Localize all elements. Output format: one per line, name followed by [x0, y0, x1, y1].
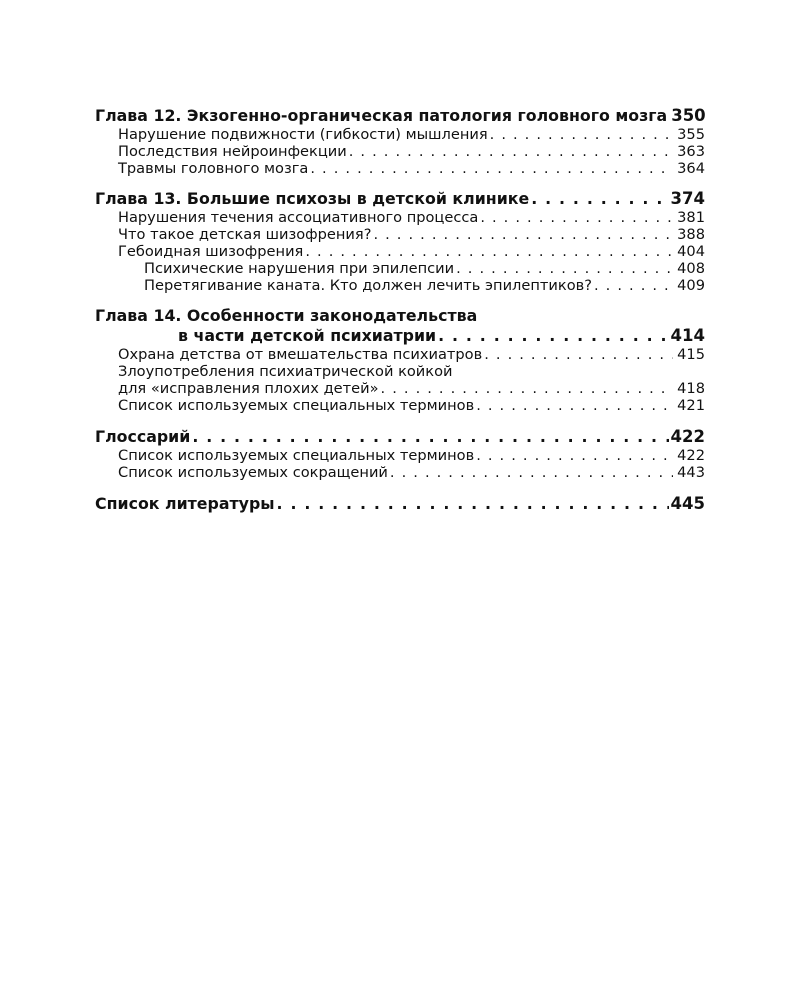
spacer	[95, 481, 705, 494]
toc-entry[interactable]	[95, 226, 705, 243]
chapter-title: Глоссарий	[95, 427, 191, 446]
entry-title: Список используемых специальных терминов	[118, 447, 475, 464]
dot-leader	[476, 447, 673, 464]
dot-leader	[305, 243, 673, 260]
page-number: 422	[677, 447, 705, 464]
page-number: 422	[670, 427, 705, 446]
page-number: 443	[677, 464, 705, 481]
toc-entry[interactable]	[95, 160, 705, 177]
toc-entry[interactable]	[95, 447, 705, 464]
entry-title-continued: для «исправления плохих детей»	[118, 380, 379, 397]
chapter-title-continued: в части детской психиатрии	[178, 326, 437, 345]
toc-chapter-14-line2[interactable]	[95, 326, 705, 346]
entry-title: Психические нарушения при эпилепсии	[144, 260, 455, 277]
dot-leader	[484, 346, 673, 363]
entry-title: Последствия нейроинфекции	[118, 143, 347, 160]
dot-leader	[277, 494, 669, 514]
page-number: 381	[677, 209, 705, 226]
page-number: 421	[677, 397, 705, 414]
page-number: 409	[677, 277, 705, 294]
entry-title: Перетягивание каната. Кто должен лечить эпилептиков?	[144, 277, 592, 294]
entry-title: Нарушения течения ассоциативного процесса	[118, 209, 479, 226]
spacer	[95, 414, 705, 427]
page-number: 350	[671, 106, 706, 125]
toc-entry-line2[interactable]	[95, 380, 705, 397]
toc-literature[interactable]	[95, 494, 705, 514]
page-number: 364	[677, 160, 705, 177]
toc-entry[interactable]	[95, 346, 705, 363]
toc-subentry[interactable]	[95, 260, 705, 277]
entry-title: Охрана детства от вмешательства психиатров	[118, 346, 483, 363]
dot-leader	[438, 326, 668, 346]
chapter-title: Глава 12. Экзогенно-органическая патология головного мозга	[95, 106, 668, 125]
entry-title: Злоупотребления психиатрической койкой	[118, 363, 453, 380]
toc-entry[interactable]	[95, 464, 705, 481]
dot-leader	[192, 427, 668, 447]
dot-leader	[349, 143, 673, 160]
dot-leader	[490, 126, 673, 143]
dot-leader	[531, 189, 668, 209]
dot-leader	[310, 160, 673, 177]
page-number: 415	[677, 346, 705, 363]
chapter-title: Глава 14. Особенности законодательства	[95, 306, 478, 325]
dot-leader	[456, 260, 673, 277]
toc-entry[interactable]	[95, 397, 705, 414]
entry-title: Список используемых сокращений	[118, 464, 388, 481]
toc-chapter-14-line1[interactable]	[95, 306, 705, 326]
table-of-contents	[95, 106, 705, 514]
toc-chapter-12[interactable]	[95, 106, 705, 126]
dot-leader	[390, 464, 673, 481]
page-number: 374	[670, 189, 705, 208]
page-number: 418	[677, 380, 705, 397]
dot-leader	[476, 397, 673, 414]
toc-glossary[interactable]	[95, 427, 705, 447]
entry-title: Нарушение подвижности (гибкости) мышления	[118, 126, 488, 143]
page-number: 355	[677, 126, 705, 143]
chapter-title: Список литературы	[95, 494, 275, 513]
entry-title: Список используемых специальных терминов	[118, 397, 475, 414]
entry-title: Что такое детская шизофрения?	[118, 226, 372, 243]
dot-leader	[381, 380, 673, 397]
page-number: 414	[670, 326, 705, 345]
dot-leader	[480, 209, 673, 226]
spacer	[95, 294, 705, 306]
page-number: 445	[670, 494, 705, 513]
page-number: 363	[677, 143, 705, 160]
page-number: 408	[677, 260, 705, 277]
chapter-title: Глава 13. Большие психозы в детской клинике	[95, 189, 530, 208]
dot-leader	[373, 226, 673, 243]
toc-entry[interactable]	[95, 126, 705, 143]
page-number: 404	[677, 243, 705, 260]
entry-title: Травмы головного мозга	[118, 160, 309, 177]
spacer	[95, 177, 705, 189]
toc-entry[interactable]	[95, 243, 705, 260]
page-number: 388	[677, 226, 705, 243]
toc-entry[interactable]	[95, 209, 705, 226]
toc-entry[interactable]	[95, 143, 705, 160]
entry-title: Гебоидная шизофрения	[118, 243, 304, 260]
toc-chapter-13[interactable]	[95, 189, 705, 209]
dot-leader	[594, 277, 673, 294]
toc-entry-line1[interactable]	[95, 363, 705, 380]
toc-subentry[interactable]	[95, 277, 705, 294]
